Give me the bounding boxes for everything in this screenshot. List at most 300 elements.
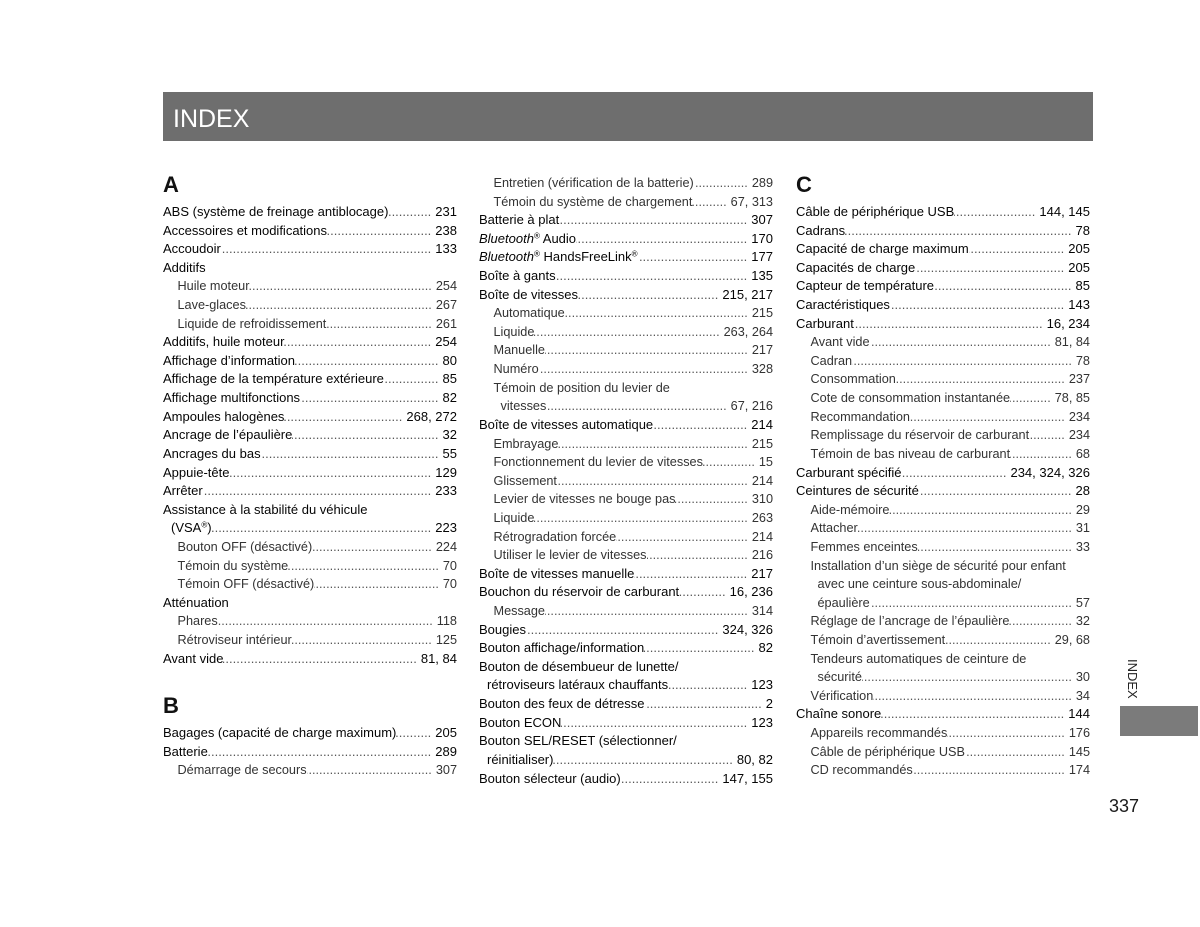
entry-label: Cadrans	[796, 222, 846, 238]
page-reference: 234	[1068, 428, 1090, 443]
dot-leader	[284, 408, 406, 427]
entry-label-part: Bluetooth	[479, 249, 534, 265]
dot-leader	[261, 445, 443, 464]
index-entry	[163, 370, 457, 389]
dot-leader	[1029, 426, 1069, 445]
dot-leader	[947, 724, 1069, 743]
entry-label: Témoin d’avertissement	[810, 633, 946, 648]
dot-leader	[945, 631, 1055, 650]
index-entry-continuation	[479, 397, 773, 416]
dot-leader	[288, 557, 443, 576]
dot-leader	[703, 453, 759, 472]
page-reference: 223	[435, 520, 457, 536]
page-reference: 254	[435, 334, 457, 350]
index-subentry	[163, 631, 457, 650]
entry-label: Affichage d’information	[163, 352, 296, 368]
page-reference: 263, 264	[723, 324, 773, 339]
dot-leader	[295, 352, 443, 371]
index-entry	[163, 426, 457, 445]
index-entry	[796, 464, 1090, 483]
entry-label: Remplissage du réservoir de carburant	[810, 428, 1030, 443]
entry-label: Levier de vitesses ne bouge pas	[493, 492, 676, 507]
page-reference: 70	[442, 577, 457, 592]
dot-leader	[621, 770, 723, 789]
entry-label: Affichage de la température extérieure	[163, 371, 384, 387]
page-reference: 147, 155	[722, 770, 773, 786]
dot-leader	[223, 650, 420, 669]
entry-label: Appuie-tête	[163, 464, 230, 480]
entry-label-part: HandsFreeLink	[539, 249, 632, 265]
entry-label: Arrêter	[163, 483, 203, 499]
entry-label: Atténuation	[163, 594, 229, 610]
entry-label: Tendeurs automatiques de ceinture de	[810, 651, 1027, 666]
page-reference: 217	[751, 565, 773, 581]
dot-leader	[889, 501, 1075, 520]
entry-label-part: Bluetooth	[479, 230, 534, 246]
page-reference: 80, 82	[736, 751, 773, 767]
entry-label: Batterie	[163, 743, 208, 759]
dot-leader	[553, 751, 736, 770]
index-entry	[163, 352, 457, 371]
entry-label	[479, 230, 576, 249]
entry-label: rétroviseurs latéraux chauffants	[487, 677, 669, 693]
letter-heading: A	[163, 172, 179, 197]
entry-label: Ceintures de sécurité	[796, 483, 919, 499]
page-reference: 31	[1075, 521, 1090, 536]
page-reference: 234	[1068, 409, 1090, 424]
page-reference: 177	[751, 249, 773, 265]
entry-label: Installation d’un siège de sécurité pour enfant	[810, 558, 1066, 573]
dot-leader	[545, 341, 752, 360]
entry-label: Carburant spécifié	[796, 464, 902, 480]
entry-label: Bouton ECON	[479, 714, 562, 730]
page-reference: 261	[435, 316, 457, 331]
dot-leader	[312, 538, 436, 557]
dot-leader	[845, 222, 1075, 241]
index-entry	[479, 248, 773, 267]
dot-leader	[534, 509, 751, 528]
dot-leader	[934, 277, 1076, 296]
index-subentry	[796, 724, 1090, 743]
page-reference: 34	[1075, 688, 1090, 703]
page-reference: 81, 84	[420, 650, 457, 666]
entry-label: Entretien (vérification de la batterie)	[493, 176, 694, 190]
page-reference: 16, 236	[729, 584, 773, 600]
index-entry	[479, 621, 773, 640]
entry-label: Liquide	[493, 324, 535, 339]
entry-label: Vérification	[810, 688, 874, 703]
entry-label: Femmes enceintes	[810, 539, 918, 554]
dot-leader	[634, 565, 751, 584]
dot-leader	[694, 174, 752, 193]
index-entry	[479, 565, 773, 584]
entry-label-part: (VSA	[171, 520, 202, 536]
dot-leader	[890, 296, 1068, 315]
page-reference: 2	[765, 696, 773, 712]
page-reference: 67, 216	[730, 399, 773, 414]
index-entry-continuation	[796, 594, 1090, 613]
index-entry	[163, 594, 457, 613]
letter-heading: B	[163, 693, 179, 719]
side-tab-label: INDEX	[1125, 659, 1140, 699]
entry-label: réinitialiser)	[487, 751, 554, 767]
entry-label	[479, 248, 638, 267]
entry-label: Embrayage	[493, 436, 559, 451]
index-entry-continuation	[479, 676, 773, 695]
index-entry	[479, 639, 773, 658]
dot-leader	[565, 304, 752, 323]
entry-label: Additifs	[163, 259, 206, 275]
index-entry	[796, 296, 1090, 315]
dot-leader	[638, 248, 752, 267]
index-subentry	[796, 389, 1090, 408]
index-entry	[163, 222, 457, 241]
entry-label: Batterie à plat	[479, 212, 560, 228]
entry-label: Bougies	[479, 621, 526, 637]
entry-label: Témoin de position du levier de	[493, 380, 670, 395]
dot-leader	[249, 277, 435, 296]
index-subentry	[163, 557, 457, 576]
entry-label: Carburant	[796, 315, 854, 331]
page-reference: 233	[435, 483, 457, 499]
index-entry	[163, 259, 457, 278]
index-entry	[163, 389, 457, 408]
index-entry-continuation	[479, 751, 773, 770]
page-reference: 214	[751, 416, 773, 432]
dot-leader	[647, 546, 752, 565]
index-entry	[163, 724, 457, 743]
page-reference: 205	[1068, 259, 1090, 275]
entry-label: Lave-glaces	[177, 298, 246, 313]
index-subentry	[479, 528, 773, 547]
index-subentry	[796, 650, 1090, 669]
entry-label: Capacité de charge maximum	[796, 241, 969, 257]
dot-leader	[913, 761, 1069, 780]
entry-label: Numéro	[493, 362, 539, 377]
entry-label: Boîte de vitesses	[479, 286, 578, 302]
entry-label: Assistance à la stabilité du véhicule	[163, 501, 368, 517]
page-reference: 205	[1068, 241, 1090, 257]
dot-leader	[578, 286, 722, 305]
entry-label: Manuelle	[493, 343, 545, 358]
page-reference: 123	[751, 714, 773, 730]
index-subentry	[163, 277, 457, 296]
page-reference: 254	[435, 279, 457, 294]
page-reference: 68	[1075, 446, 1090, 461]
index-entry	[479, 416, 773, 435]
index-subentry	[479, 546, 773, 565]
index-entry	[479, 714, 773, 733]
page-reference: 55	[442, 445, 457, 461]
entry-label: sécurité	[817, 670, 862, 685]
page-reference: 67, 313	[730, 194, 773, 209]
index-subentry	[796, 687, 1090, 706]
index-entry	[796, 222, 1090, 241]
dot-leader	[558, 435, 751, 454]
index-entry	[163, 464, 457, 483]
dot-leader	[546, 397, 730, 416]
page-reference: 82	[758, 640, 773, 656]
dot-leader	[645, 695, 766, 714]
page-title: INDEX	[173, 105, 250, 133]
index-entry	[479, 658, 773, 677]
index-subentry	[479, 602, 773, 621]
dot-leader	[852, 352, 1076, 371]
entry-label: Démarrage de secours	[177, 763, 307, 778]
dot-leader	[862, 668, 1076, 687]
dot-leader	[873, 687, 1076, 706]
side-tab-marker	[1120, 706, 1198, 736]
page-reference: 118	[436, 614, 457, 629]
index-entry	[479, 583, 773, 602]
index-entry-continuation	[796, 575, 1090, 594]
index-entry	[796, 240, 1090, 259]
index-entry	[163, 333, 457, 352]
dot-leader	[326, 315, 436, 334]
entry-label: Liquide	[493, 510, 535, 525]
page-reference: 174	[1068, 763, 1090, 778]
dot-leader	[556, 267, 752, 286]
dot-leader	[896, 370, 1069, 389]
page-reference: 80	[442, 352, 457, 368]
page-number: 337	[1109, 796, 1140, 816]
dot-leader	[870, 333, 1055, 352]
index-entry	[479, 732, 773, 751]
registered-mark: ®	[533, 250, 540, 260]
index-subentry	[479, 490, 773, 509]
page-reference: 307	[751, 212, 773, 228]
entry-label: Huile moteur	[177, 279, 250, 294]
index-subentry	[479, 453, 773, 472]
index-subentry	[479, 472, 773, 491]
index-entry	[796, 482, 1090, 501]
index-subentry	[796, 370, 1090, 389]
page-reference: 78, 85	[1054, 391, 1090, 406]
index-subentry	[479, 341, 773, 360]
entry-label: Réglage de l’ancrage de l’épaulière	[810, 614, 1010, 629]
index-subentry	[796, 557, 1090, 576]
entry-label: Bouton de désembueur de lunette/	[479, 658, 679, 674]
dot-leader	[576, 230, 751, 249]
index-entry	[479, 211, 773, 230]
index-entry	[479, 286, 773, 305]
index-entry	[796, 315, 1090, 334]
entry-label: Bouton sélecteur (audio)	[479, 770, 621, 786]
dot-leader	[221, 240, 435, 259]
index-subentry	[796, 333, 1090, 352]
dot-leader	[1010, 389, 1055, 408]
dot-leader	[910, 408, 1069, 427]
page-reference: 81, 84	[1054, 335, 1090, 350]
entry-label: CD recommandés	[810, 763, 913, 778]
page-reference: 170	[751, 230, 773, 246]
entry-label: Accessoires et modifications	[163, 222, 328, 238]
index-subentry	[479, 435, 773, 454]
page-reference: 125	[435, 633, 457, 648]
entry-label: Câble de périphérique USB	[810, 744, 965, 759]
index-entry	[163, 240, 457, 259]
page-reference: 143	[1068, 297, 1090, 313]
page-reference: 78	[1075, 353, 1090, 368]
entry-label: Bouton des feux de détresse	[479, 696, 645, 712]
dot-leader	[384, 370, 443, 389]
index-entry	[479, 770, 773, 789]
dot-leader	[557, 472, 752, 491]
index-entry	[796, 203, 1090, 222]
entry-label: Glissement	[493, 473, 557, 488]
dot-leader	[881, 705, 1068, 724]
dot-leader	[858, 519, 1076, 538]
entry-label: Témoin de bas niveau de carburant	[810, 446, 1011, 461]
entry-label: Bouton SEL/RESET (sélectionner/	[479, 733, 677, 749]
index-entry	[163, 501, 457, 520]
registered-mark: ®	[533, 231, 540, 241]
entry-label: avec une ceinture sous-abdominale/	[817, 577, 1022, 592]
entry-label: Bouton OFF (désactivé)	[177, 539, 313, 554]
entry-label: Cadran	[810, 353, 853, 368]
dot-leader	[559, 211, 751, 230]
index-subentry	[796, 631, 1090, 650]
page-reference: 214	[751, 529, 773, 544]
dot-leader	[327, 222, 435, 241]
index-entry	[479, 267, 773, 286]
page-reference: 217	[751, 343, 773, 358]
entry-label: Boîte à gants	[479, 268, 556, 284]
dot-leader	[675, 490, 751, 509]
entry-label: Fonctionnement du levier de vitesses	[493, 455, 703, 470]
entry-label: Avant vide	[810, 335, 870, 350]
index-entry	[163, 203, 457, 222]
entry-label: Boîte de vitesses manuelle	[479, 565, 635, 581]
entry-label: Capacités de charge	[796, 259, 916, 275]
entry-label	[171, 519, 212, 538]
entry-label: Phares	[177, 614, 218, 629]
dot-leader	[870, 594, 1076, 613]
dot-leader	[668, 676, 751, 695]
page-reference: 82	[442, 390, 457, 406]
entry-label: Liquide de refroidissement	[177, 316, 327, 331]
dot-leader	[230, 464, 436, 483]
index-subentry	[796, 743, 1090, 762]
dot-leader	[284, 333, 435, 352]
dot-leader	[203, 482, 436, 501]
entry-label: Consommation	[810, 372, 896, 387]
index-subentry	[163, 761, 457, 780]
entry-label: Bouton affichage/information	[479, 640, 645, 656]
index-subentry	[479, 360, 773, 379]
dot-leader	[246, 296, 436, 315]
dot-leader	[300, 389, 442, 408]
dot-leader	[854, 315, 1047, 334]
index-entry	[796, 259, 1090, 278]
entry-label-part: Audio	[539, 230, 577, 246]
dot-leader	[616, 528, 752, 547]
dot-leader	[526, 621, 722, 640]
dot-leader	[292, 426, 442, 445]
page-reference: 215	[751, 306, 773, 321]
page-reference: 307	[435, 763, 457, 778]
page-reference: 70	[442, 558, 457, 573]
index-subentry	[796, 612, 1090, 631]
registered-mark: ®	[631, 250, 638, 260]
page-reference: 310	[751, 492, 773, 507]
page-reference: 238	[435, 222, 457, 238]
page-reference: 32	[442, 427, 457, 443]
entry-label: Avant vide	[163, 650, 224, 666]
dot-leader	[218, 612, 437, 631]
index-subentry	[479, 174, 773, 193]
index-column-1	[163, 174, 457, 780]
index-entry-continuation	[163, 519, 457, 538]
page-reference: 289	[435, 743, 457, 759]
entry-label: Appareils recommandés	[810, 726, 948, 741]
entry-label: Recommandation	[810, 409, 910, 424]
page-reference: 289	[751, 176, 773, 190]
page-reference: 16, 234	[1046, 315, 1090, 331]
entry-label: Câble de périphérique USB	[796, 204, 955, 219]
index-subentry	[796, 352, 1090, 371]
page-reference: 145	[1068, 744, 1090, 759]
page-reference: 214	[751, 473, 773, 488]
dot-leader	[915, 259, 1068, 278]
page-reference: 205	[435, 725, 457, 741]
index-subentry	[479, 379, 773, 398]
entry-label: Cote de consommation instantanée	[810, 391, 1011, 406]
entry-label: Chaîne sonore	[796, 706, 882, 722]
page-reference: 215	[751, 436, 773, 451]
index-entry	[163, 445, 457, 464]
page-reference: 234, 324, 326	[1010, 464, 1090, 480]
index-subentry	[163, 538, 457, 557]
index-subentry	[796, 408, 1090, 427]
page-reference: 224	[435, 539, 457, 554]
entry-label: Affichage multifonctions	[163, 390, 301, 406]
entry-label: Attacher	[810, 521, 858, 536]
page-reference: 267	[435, 298, 457, 313]
index-subentry	[163, 296, 457, 315]
index-subentry	[163, 575, 457, 594]
dot-leader	[545, 602, 752, 621]
entry-label: Utiliser le levier de vitesses	[493, 548, 647, 563]
page-reference: 30	[1075, 670, 1090, 685]
entry-label: Témoin du système de chargement	[493, 194, 693, 209]
page-reference: 135	[751, 268, 773, 284]
dot-leader	[965, 743, 1069, 762]
dot-leader	[969, 240, 1069, 259]
index-entry	[163, 482, 457, 501]
entry-label: Boîte de vitesses automatique	[479, 416, 654, 432]
index-subentry	[479, 304, 773, 323]
page-reference: 85	[442, 371, 457, 387]
index-entry-continuation	[796, 668, 1090, 687]
dot-leader	[679, 583, 729, 602]
entry-label: Automatique	[493, 306, 565, 321]
index-subentry	[163, 612, 457, 631]
page-reference: 216	[751, 548, 773, 563]
dot-leader	[918, 538, 1076, 557]
index-subentry	[796, 501, 1090, 520]
page-reference: 324, 326	[722, 621, 773, 637]
entry-label: Rétroviseur intérieur	[177, 633, 292, 648]
index-column-2	[479, 174, 773, 788]
entry-label: vitesses	[500, 399, 547, 414]
page-reference: 176	[1068, 726, 1090, 741]
entry-label: Ampoules halogènes	[163, 408, 285, 424]
header-bar	[163, 92, 1093, 141]
entry-label: Ancrages du bas	[163, 445, 261, 461]
page-reference: 85	[1075, 278, 1090, 294]
page-reference: 28	[1075, 483, 1090, 499]
